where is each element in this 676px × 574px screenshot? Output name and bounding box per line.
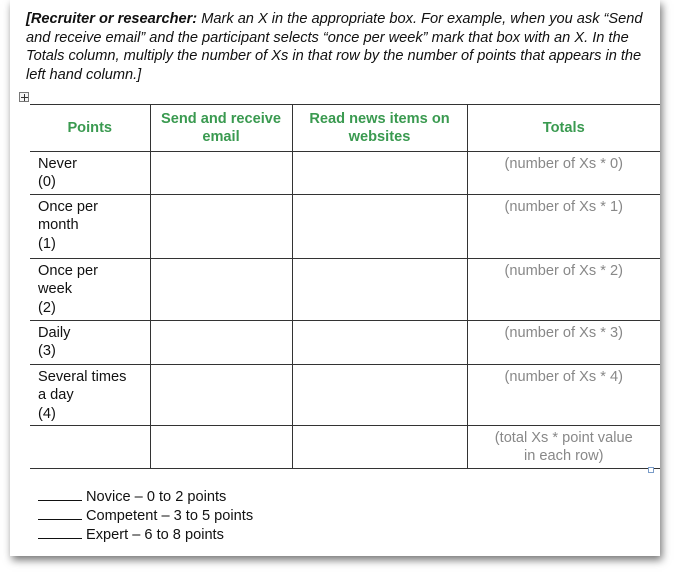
points-cell [30,426,150,469]
points-label-line: Once per [38,199,99,215]
table-resize-handle[interactable] [648,467,654,473]
totals-label-line: (number of Xs * 0) [504,156,623,172]
points-label-line: Once per [38,263,99,279]
points-label-line: Never [38,156,77,172]
totals-label-line: (number of Xs * 3) [504,325,623,341]
points-label-line: month [38,217,79,234]
table-row [30,259,660,321]
totals-cell [467,365,660,426]
email-cell[interactable] [150,152,292,195]
totals-label-line: (number of Xs * 2) [504,263,623,279]
points-cell [30,365,150,426]
totals-cell [467,321,660,365]
scoring-table [30,104,660,469]
points-label-line: (1) [38,235,56,252]
scoring-label: Novice – 0 to 2 points [86,489,227,505]
instructions-paragraph [26,10,654,84]
table-row [30,321,660,365]
blank-line[interactable] [38,526,82,539]
news-cell[interactable] [292,259,467,321]
totals-cell [467,152,660,195]
header-send-receive-email: Send and receive email [150,105,292,152]
header-row [30,105,660,152]
points-cell [30,152,150,195]
points-label-line: (2) [38,299,56,316]
points-label-line: week [38,281,73,298]
table-row [30,152,660,195]
table-row [30,195,660,259]
points-label-line: (3) [38,343,56,360]
news-cell[interactable] [292,152,467,195]
points-label-line: Several times [38,369,127,385]
totals-cell [467,426,660,469]
points-label-line: a day [38,387,74,404]
totals-label-line: (total Xs * point value [494,430,633,446]
email-cell[interactable] [150,259,292,321]
scoring-line-expert [38,526,253,545]
header-read-news: Read news items on websites [292,105,467,152]
email-cell[interactable] [150,365,292,426]
scoring-label: Competent – 3 to 5 points [86,508,254,524]
email-cell[interactable] [150,321,292,365]
table-row [30,365,660,426]
table-row [30,426,660,469]
points-label-line: (4) [38,405,56,422]
points-cell [30,321,150,365]
scoring-line-competent [38,507,253,526]
document-page [10,0,660,556]
points-label-line: (0) [38,174,56,191]
totals-cell [467,195,660,259]
email-cell[interactable] [150,195,292,259]
header-totals: Totals [467,105,660,152]
news-cell[interactable] [292,365,467,426]
email-cell[interactable] [150,426,292,469]
points-cell [30,195,150,259]
blank-line[interactable] [38,507,82,520]
news-cell[interactable] [292,195,467,259]
news-cell[interactable] [292,426,467,469]
news-cell[interactable] [292,321,467,365]
table-move-handle-icon[interactable] [19,92,29,102]
totals-label-line: (number of Xs * 1) [504,199,623,215]
scoring-line-novice [38,488,253,507]
instructions-text: Mark an X in the appropriate box. For example, when you ask “Send and receive email” and the participant selects “once per week” mark that box with an X. In the Totals column, multiply the number of Xs in that row by the number of points that appears in the left hand column.] [26,11,643,83]
points-label-line: Daily [38,325,71,341]
scoring-label: Expert – 6 to 8 points [86,527,224,543]
totals-cell [467,259,660,321]
points-cell [30,259,150,321]
scoring-legend [38,488,253,545]
blank-line[interactable] [38,488,82,501]
totals-label-line: (number of Xs * 4) [504,369,623,385]
header-points: Points [30,105,150,152]
instructions-lead: [Recruiter or researcher: [26,11,198,27]
totals-label-line: in each row) [524,448,604,465]
